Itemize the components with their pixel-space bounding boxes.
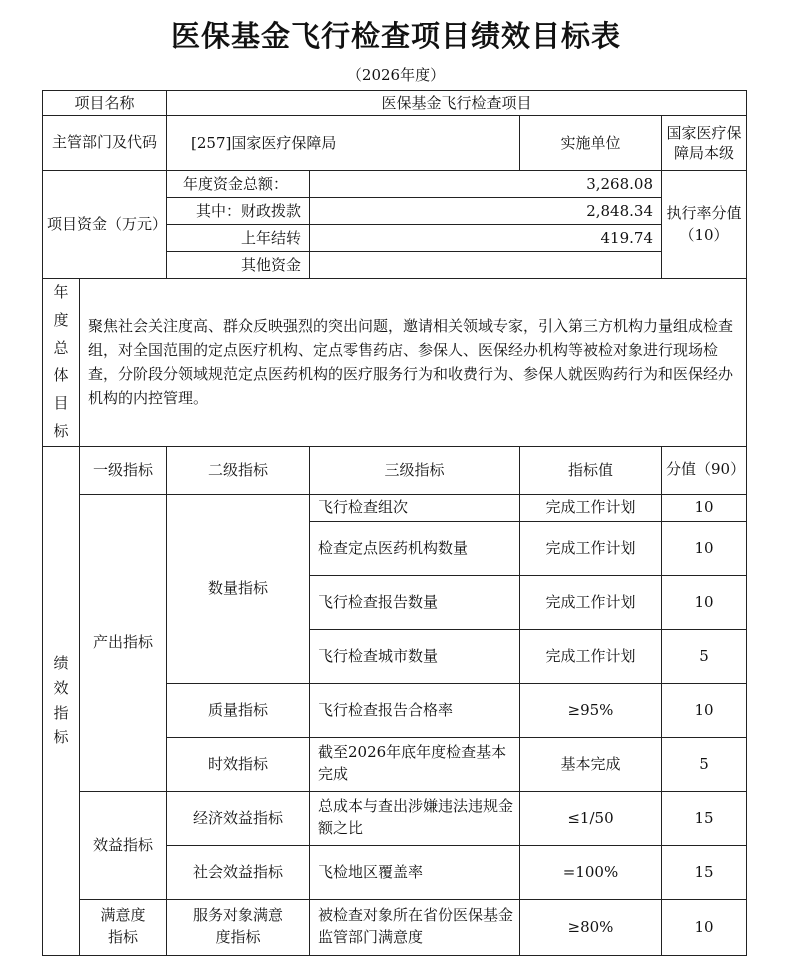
document-title: 医保基金飞行检查项目绩效目标表: [170, 19, 621, 53]
header-score: 分值（90）: [662, 446, 747, 494]
funds-row-value: 2,848.34: [310, 198, 662, 225]
l1-output: 产出指标: [80, 494, 167, 791]
document-year: （2026年度）: [346, 66, 446, 84]
indicators-section-label: [43, 446, 80, 955]
l3-item: 截至2026年底年度检查基本完成: [310, 737, 520, 791]
l3-item: 飞检地区覆盖率: [310, 845, 520, 899]
header-target: 指标值: [520, 446, 662, 494]
target-value: 完成工作计划: [520, 575, 662, 629]
funds-row-label: 年度资金总额：: [167, 171, 310, 198]
score-value: 5: [662, 629, 747, 683]
score-value: 15: [662, 791, 747, 845]
l3-item: 飞行检查报告合格率: [310, 683, 520, 737]
funds-row-value: 419.74: [310, 225, 662, 252]
target-value: =100%: [520, 845, 662, 899]
funds-row-label: 其中：财政拨款: [167, 198, 310, 225]
project-name-label: 项目名称: [43, 91, 167, 116]
funds-label: 项目资金（万元）: [43, 171, 167, 279]
l3-item: 飞行检查城市数量: [310, 629, 520, 683]
header-l3: 三级指标: [310, 446, 520, 494]
header-l2: 二级指标: [167, 446, 310, 494]
indicators-section-text: 绩效指标: [53, 654, 69, 747]
l3-item: 被检查对象所在省份医保基金监管部门满意度: [310, 899, 520, 955]
l2-quality: 质量指标: [167, 683, 310, 737]
header-l1: 一级指标: [80, 446, 167, 494]
goal-label-text: 年度总体目标: [53, 283, 69, 440]
l2-timeliness: 时效指标: [167, 737, 310, 791]
dept-value: [257]国家医疗保障局: [167, 116, 520, 171]
score-value: 10: [662, 575, 747, 629]
score-value: 10: [662, 521, 747, 575]
score-value: 10: [662, 683, 747, 737]
funds-row-value: 3,268.08: [310, 171, 662, 198]
performance-table: [42, 90, 747, 956]
rate-score-label: 执行率分值（10）: [662, 171, 747, 279]
score-value: 10: [662, 899, 747, 955]
target-value: 完成工作计划: [520, 629, 662, 683]
l3-item: 总成本与查出涉嫌违法违规金额之比: [310, 791, 520, 845]
target-value: ≤1/50: [520, 791, 662, 845]
unit-value: 国家医疗保障局本级: [662, 116, 747, 171]
target-value: 基本完成: [520, 737, 662, 791]
l2-service-satisfaction: 服务对象满意度指标: [167, 899, 310, 955]
l3-item: 飞行检查组次: [310, 494, 520, 521]
l2-social: 社会效益指标: [167, 845, 310, 899]
funds-row-label: 其他资金: [167, 252, 310, 279]
funds-row-label: 上年结转: [167, 225, 310, 252]
target-value: ≥95%: [520, 683, 662, 737]
score-value: 10: [662, 494, 747, 521]
l2-quantity: 数量指标: [167, 494, 310, 683]
funds-row-value: [310, 252, 662, 279]
l1-benefit: 效益指标: [80, 791, 167, 899]
score-value: 15: [662, 845, 747, 899]
l3-item: 检查定点医药机构数量: [310, 521, 520, 575]
project-name-value: 医保基金飞行检查项目: [167, 91, 747, 116]
target-value: ≥80%: [520, 899, 662, 955]
l3-item: 飞行检查报告数量: [310, 575, 520, 629]
goal-label: [43, 279, 80, 447]
score-value: 5: [662, 737, 747, 791]
target-value: 完成工作计划: [520, 521, 662, 575]
l1-satisfaction: 满意度指标: [80, 899, 167, 955]
goal-text: 聚焦社会关注度高、群众反映强烈的突出问题，邀请相关领域专家，引入第三方机构力量组成检查组，对全国范围的定点医疗机构、定点零售药店、参保人、医保经办机构等被检对象进行现场检查，分阶段分领域规范定点医药机构的医疗服务行为和收费行为、参保人就医购药行为和医保经办机构的内控管理。: [80, 279, 747, 447]
target-value: 完成工作计划: [520, 494, 662, 521]
unit-label: 实施单位: [520, 116, 662, 171]
l2-economic: 经济效益指标: [167, 791, 310, 845]
dept-label: 主管部门及代码: [43, 116, 167, 171]
